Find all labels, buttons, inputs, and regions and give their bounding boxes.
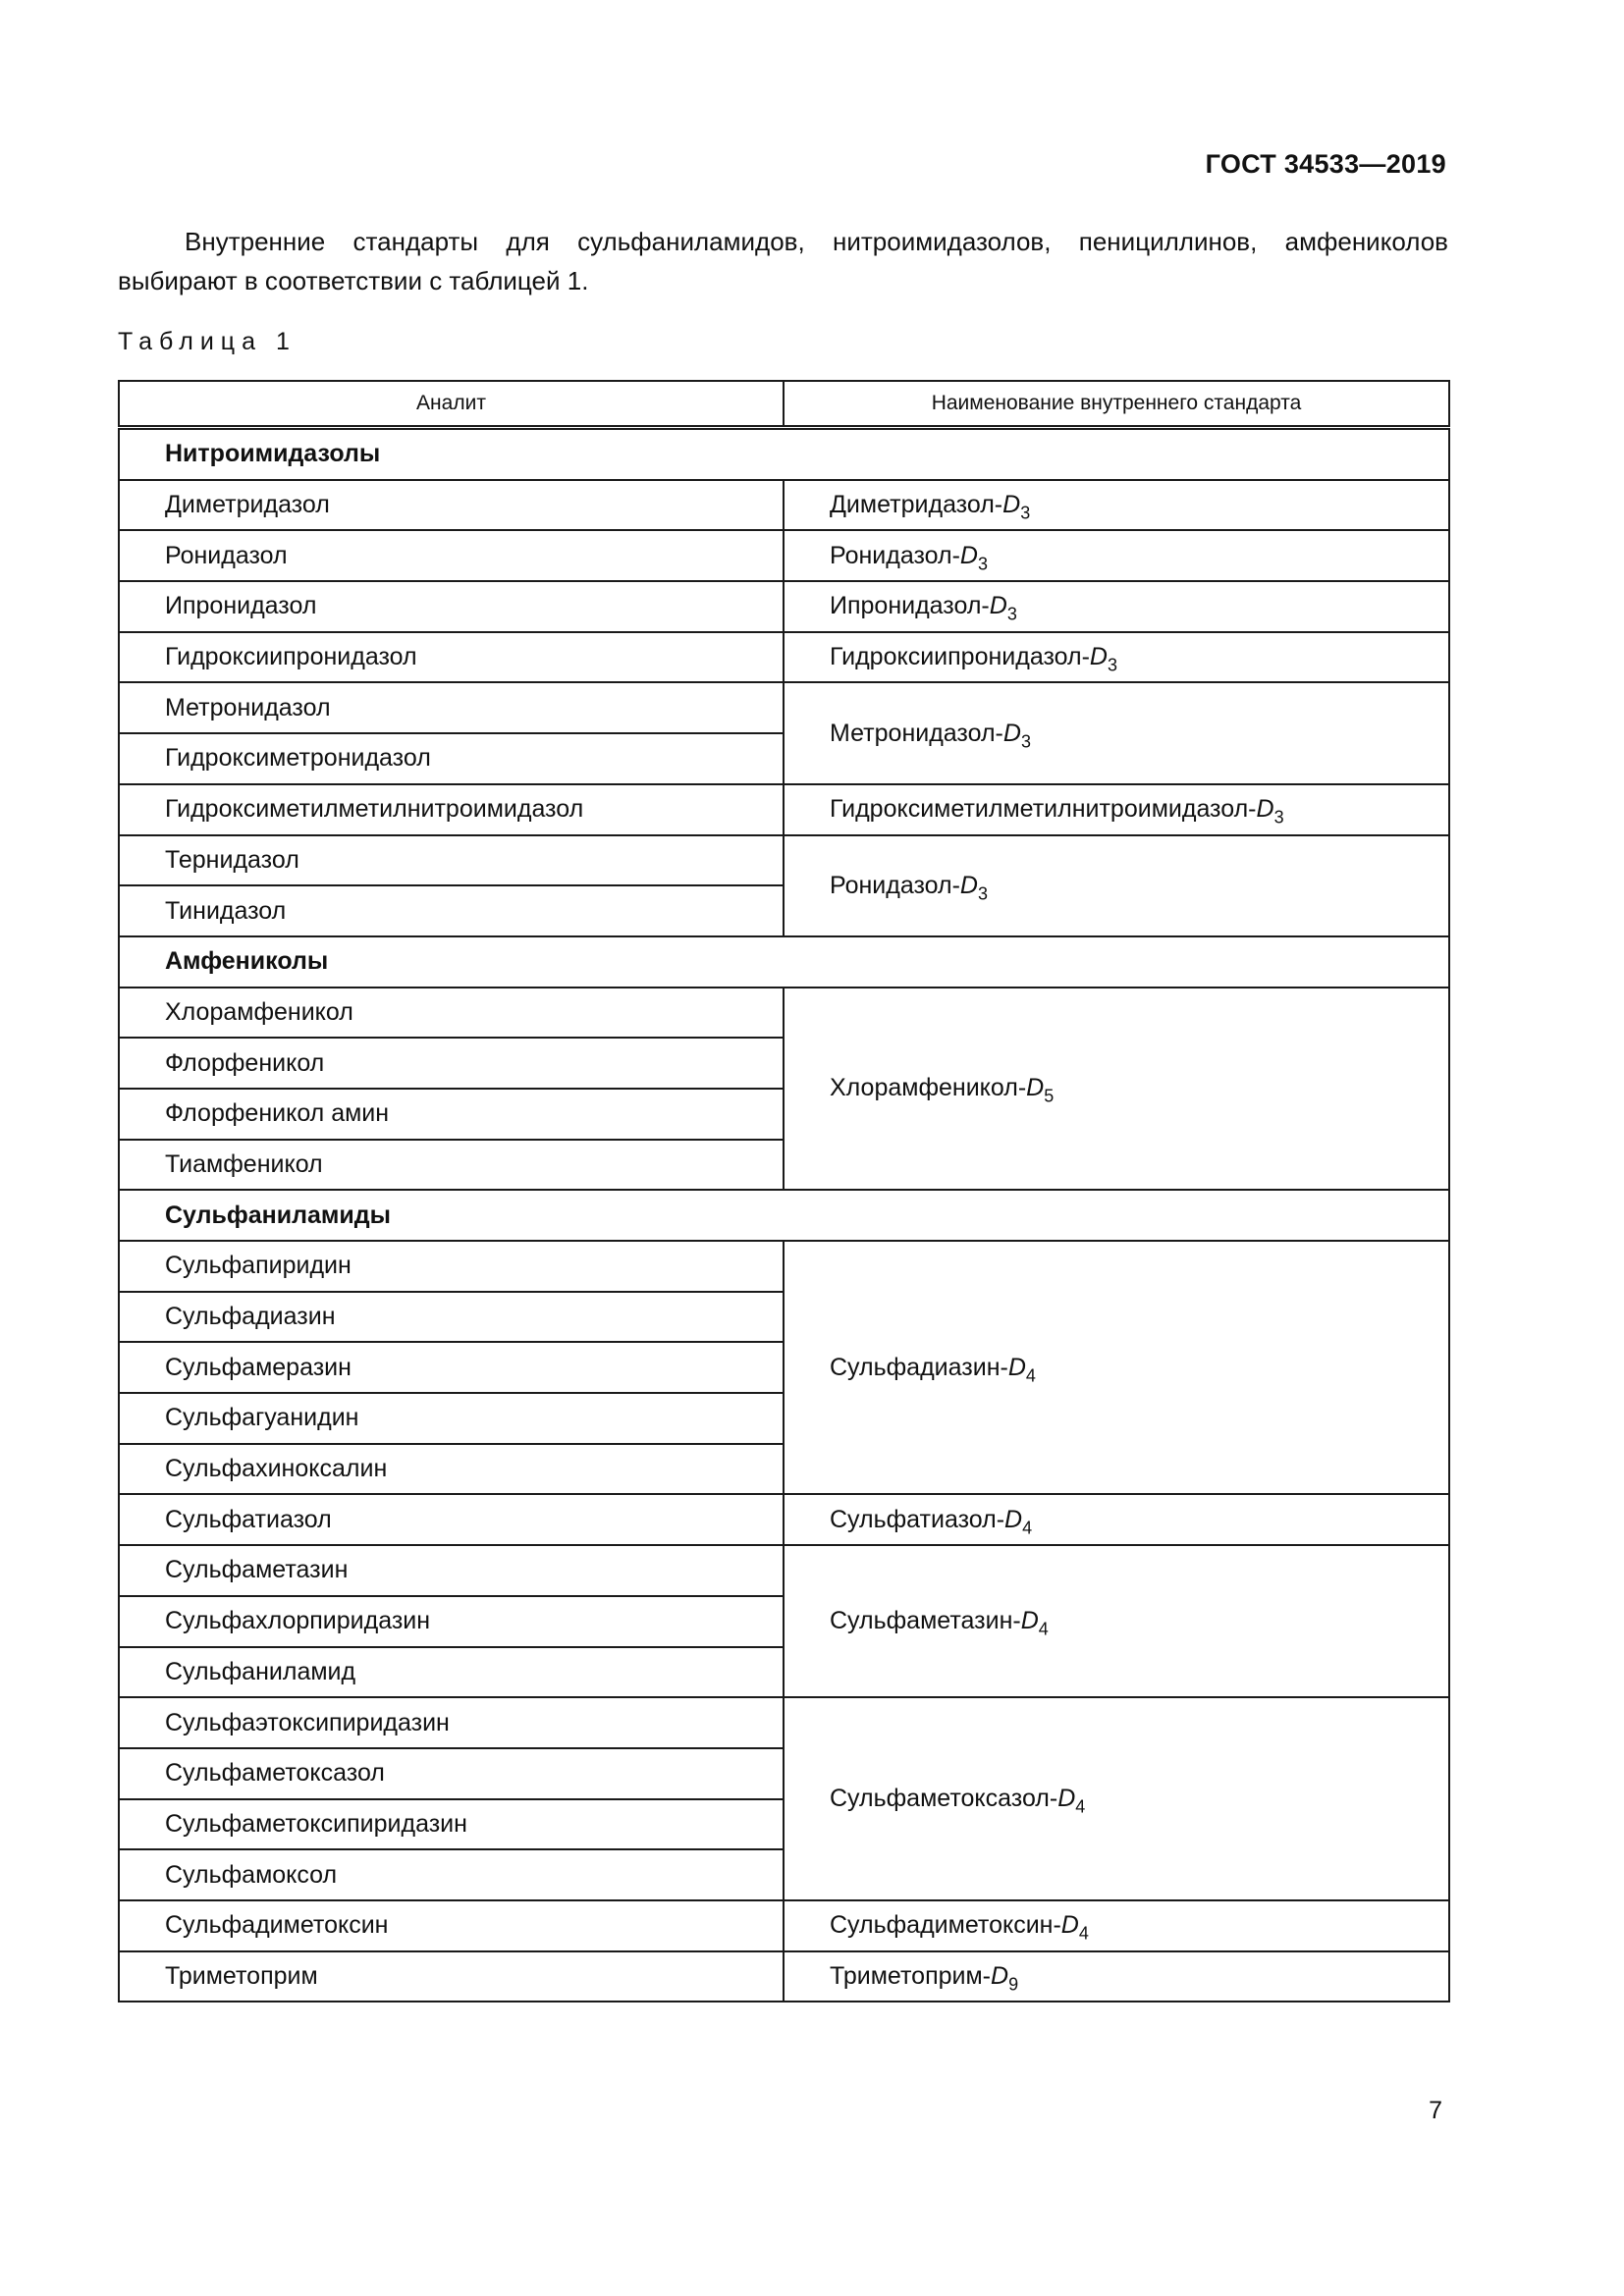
table-row [119, 682, 1449, 733]
table-row [119, 1494, 1449, 1545]
isotope-label: D [989, 592, 1007, 620]
table-row [119, 784, 1449, 835]
column-header-internal-standard: Наименование внутреннего стандарта [784, 381, 1449, 428]
internal-standard-cell [784, 784, 1449, 835]
isotope-label: D [1060, 1911, 1079, 1940]
table-row [119, 530, 1449, 581]
analyte-cell: Хлорамфеникол [119, 988, 784, 1039]
internal-standard-cell [784, 581, 1449, 632]
analyte-cell: Гидроксиипронидазол [119, 632, 784, 683]
isotope-count: 3 [977, 882, 988, 903]
analyte-cell: Сульфаметоксазол [119, 1748, 784, 1799]
internal-standard-cell [784, 1494, 1449, 1545]
internal-standard-cell [784, 1545, 1449, 1697]
analyte-cell: Сульфамеразин [119, 1342, 784, 1393]
isotope-count: 3 [1020, 730, 1031, 751]
standard-name: Ронидазол- [830, 541, 960, 569]
isotope-label: D [1007, 1353, 1026, 1381]
analyte-cell: Триметоприм [119, 1951, 784, 2002]
standard-name: Диметридазол- [830, 491, 1003, 519]
standard-name: Гидроксиметилметилнитроимидазол- [830, 795, 1257, 824]
standard-name: Сульфадиметоксин- [830, 1911, 1061, 1940]
table-row [119, 988, 1449, 1039]
group-title: Сульфаниламиды [119, 1190, 1449, 1241]
table-row [119, 1900, 1449, 1951]
internal-standard-cell [784, 682, 1449, 783]
isotope-label: D [1002, 491, 1021, 519]
standard-name: Сульфатиазол- [830, 1505, 1005, 1533]
analyte-cell: Флорфеникол [119, 1038, 784, 1089]
group-title: Нитроимидазолы [119, 428, 1449, 480]
analyte-cell: Сульфаниламид [119, 1647, 784, 1698]
standard-name: Метронидазол- [830, 719, 1003, 747]
analyte-cell: Сульфадиметоксин [119, 1900, 784, 1951]
isotope-label: D [1256, 795, 1274, 824]
table-caption: Таблица 1 [118, 328, 297, 355]
analyte-cell: Ипронидазол [119, 581, 784, 632]
isotope-count: 3 [1006, 604, 1017, 624]
group-title: Амфениколы [119, 936, 1449, 988]
isotope-count: 4 [1025, 1365, 1036, 1386]
internal-standard-cell [784, 1900, 1449, 1951]
standard-name: Ипронидазол- [830, 592, 990, 620]
document-standard-number: ГОСТ 34533—2019 [1205, 149, 1446, 179]
analyte-cell: Тиамфеникол [119, 1140, 784, 1191]
isotope-label: D [1004, 1505, 1023, 1533]
column-header-analyte: Аналит [119, 381, 784, 428]
internal-standard-cell [784, 480, 1449, 531]
internal-standard-cell [784, 530, 1449, 581]
analyte-cell: Гидроксиметилметилнитроимидазол [119, 784, 784, 835]
standard-name: Сульфаметоксазол- [830, 1785, 1058, 1813]
internal-standard-cell [784, 988, 1449, 1191]
standard-name: Ронидазол- [830, 871, 960, 899]
analyte-cell: Сульфахиноксалин [119, 1444, 784, 1495]
isotope-label: D [1002, 719, 1021, 747]
analyte-cell: Сульфатиазол [119, 1494, 784, 1545]
isotope-count: 3 [977, 554, 988, 574]
isotope-count: 3 [1107, 655, 1117, 675]
page-number: 7 [1429, 2097, 1442, 2124]
analyte-cell: Тинидазол [119, 885, 784, 936]
analyte-cell: Сульфаметоксипиридазин [119, 1799, 784, 1850]
isotope-count: 3 [1273, 807, 1284, 828]
internal-standard-cell [784, 1241, 1449, 1494]
table-header-row [119, 381, 1449, 428]
standard-name: Триметоприм- [830, 1961, 991, 1990]
table-row [119, 480, 1449, 531]
analyte-cell: Сульфаэтоксипиридазин [119, 1697, 784, 1748]
table-row [119, 835, 1449, 886]
table-row [119, 1545, 1449, 1596]
isotope-count: 4 [1022, 1518, 1033, 1538]
table-row [119, 632, 1449, 683]
analyte-cell: Флорфеникол амин [119, 1089, 784, 1140]
isotope-count: 3 [1020, 503, 1031, 523]
isotope-label: D [959, 871, 978, 899]
standard-name: Гидроксиипронидазол- [830, 643, 1090, 671]
internal-standard-cell [784, 835, 1449, 936]
table-row [119, 1697, 1449, 1748]
isotope-count: 4 [1075, 1796, 1086, 1817]
isotope-label: D [1089, 643, 1108, 671]
isotope-label: D [1057, 1785, 1076, 1813]
analyte-cell: Сульфахлорпиридазин [119, 1596, 784, 1647]
analyte-cell: Сульфапиридин [119, 1241, 784, 1292]
isotope-label: D [959, 541, 978, 569]
isotope-count: 4 [1078, 1923, 1089, 1944]
analyte-cell: Ронидазол [119, 530, 784, 581]
group-row [119, 936, 1449, 988]
analyte-cell: Сульфамоксол [119, 1849, 784, 1900]
isotope-count: 9 [1008, 1974, 1019, 1995]
isotope-label: D [991, 1961, 1009, 1990]
analyte-cell: Гидроксиметронидазол [119, 733, 784, 784]
analyte-cell: Сульфаметазин [119, 1545, 784, 1596]
table-row [119, 1241, 1449, 1292]
isotope-label: D [1026, 1074, 1045, 1102]
table-body [119, 428, 1449, 2002]
intro-paragraph: Внутренние стандарты для сульфаниламидов, нитроимидазолов, пенициллинов, амфениколов выбирают в соответствии с таблицей 1. [118, 227, 1448, 295]
group-row [119, 428, 1449, 480]
group-row [119, 1190, 1449, 1241]
analyte-cell: Тернидазол [119, 835, 784, 886]
analyte-cell: Метронидазол [119, 682, 784, 733]
internal-standards-table [118, 380, 1450, 2002]
isotope-count: 4 [1038, 1619, 1049, 1639]
analyte-cell: Сульфадиазин [119, 1292, 784, 1343]
analyte-cell: Диметридазол [119, 480, 784, 531]
standard-name: Сульфаметазин- [830, 1607, 1021, 1635]
internal-standard-cell [784, 1697, 1449, 1900]
standard-name: Хлорамфеникол- [830, 1074, 1027, 1102]
standard-name: Сульфадиазин- [830, 1353, 1008, 1381]
table-row [119, 1951, 1449, 2002]
internal-standard-cell [784, 632, 1449, 683]
internal-standard-cell [784, 1951, 1449, 2002]
isotope-label: D [1020, 1607, 1039, 1635]
table-row [119, 581, 1449, 632]
analyte-cell: Сульфагуанидин [119, 1393, 784, 1444]
isotope-count: 5 [1044, 1086, 1055, 1106]
